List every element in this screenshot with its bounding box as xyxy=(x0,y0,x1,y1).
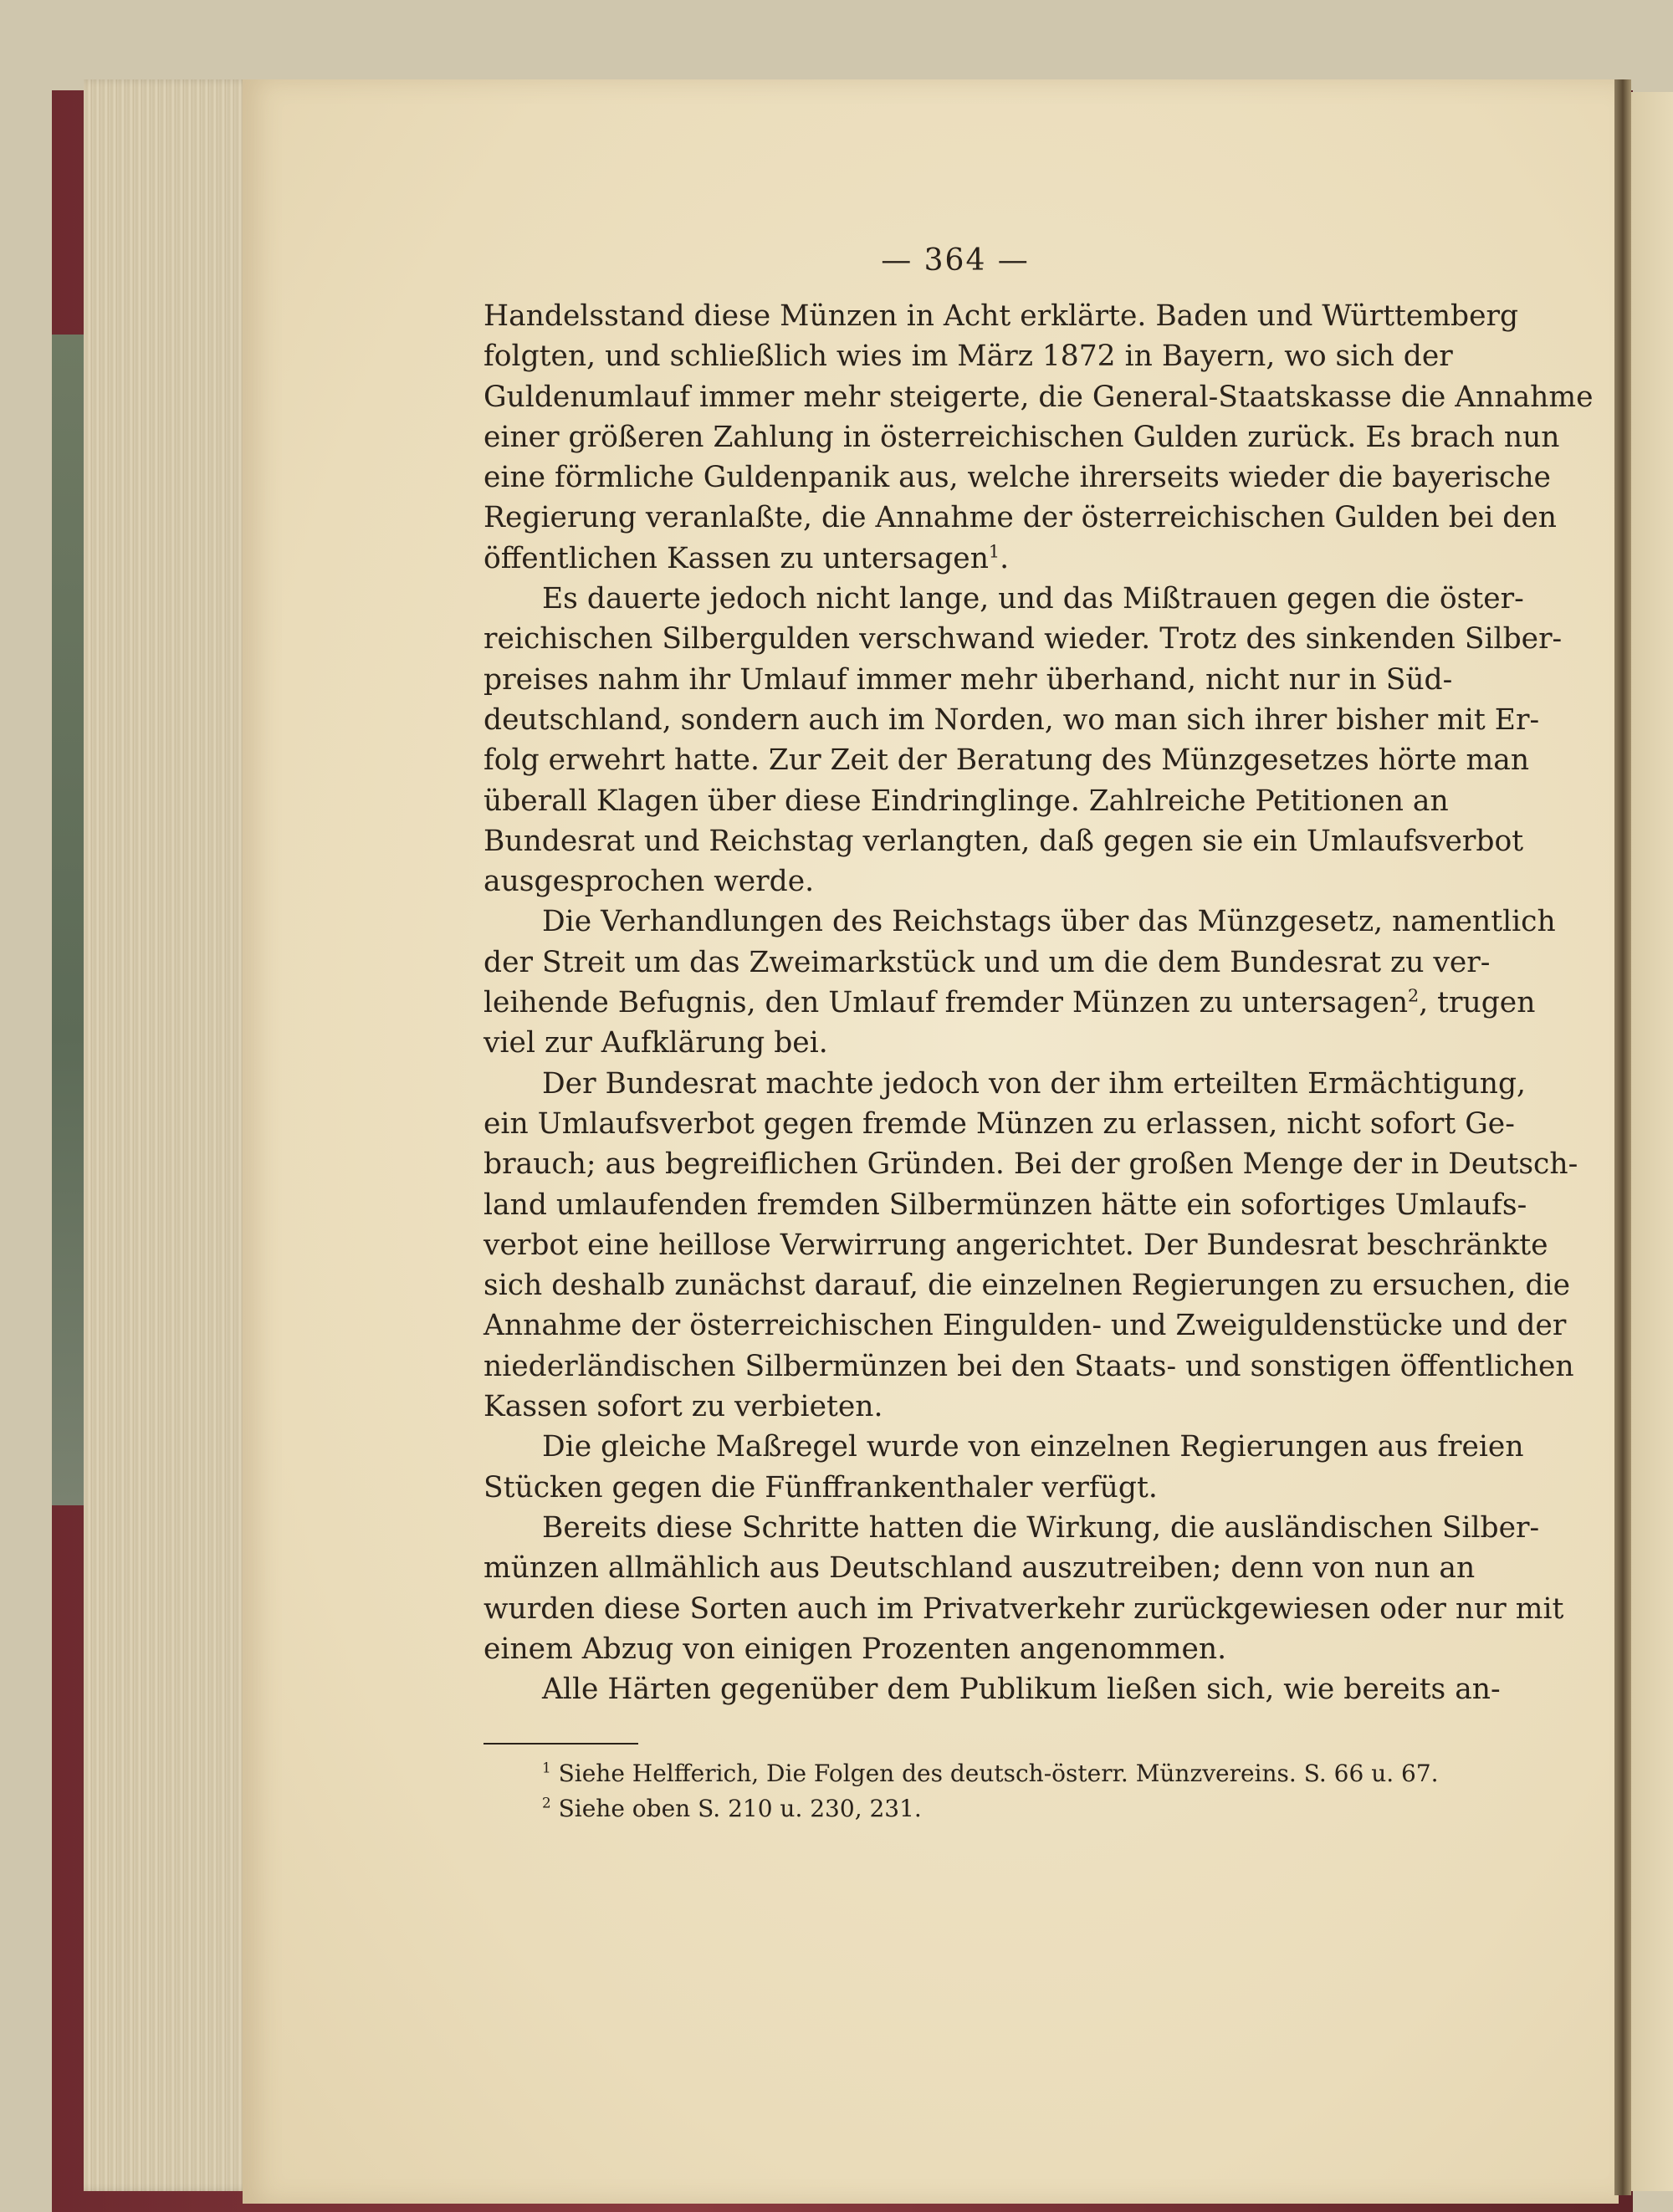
line-tail: . xyxy=(1000,541,1010,575)
footnote-1 xyxy=(483,1756,1439,1791)
line-text: einem Abzug von einigen Prozenten angenommen. xyxy=(483,1632,1227,1666)
text-line xyxy=(483,1468,1427,1508)
text-line xyxy=(483,498,1558,538)
text-line xyxy=(483,1508,1540,1548)
line-text: sich deshalb zunächst darauf, die einzelnen Regierungen zu ersuchen, die xyxy=(483,1269,1571,1303)
text-line xyxy=(483,1023,1427,1063)
page-text-block xyxy=(483,243,1594,1826)
text-line xyxy=(483,417,1560,457)
line-text: Bundesrat und Reichstag verlangten, daß gegen sie ein Umlaufsverbot xyxy=(483,824,1524,858)
line-text: verbot eine heillose Verwirrung angerichtet. Der Bundesrat beschränkte xyxy=(483,1228,1548,1262)
line-text: Guldenumlauf immer mehr steigerte, die General-Staatskasse die Annahme xyxy=(483,380,1594,414)
text-line xyxy=(483,539,1427,579)
text-line xyxy=(483,1589,1564,1629)
line-text: der Streit um das Zweimarkstück und um die dem Bundesrat zu ver- xyxy=(483,945,1491,979)
text-line xyxy=(483,296,1519,336)
text-line xyxy=(483,377,1594,417)
text-line xyxy=(483,457,1551,498)
text-line xyxy=(483,781,1449,821)
line-text: Der Bundesrat machte jedoch von der ihm erteilten Ermächtigung, xyxy=(542,1066,1527,1101)
line-text: leihende Befugnis, den Umlauf fremder Münzen zu untersagen xyxy=(483,986,1409,1020)
line-text: Handelsstand diese Münzen in Acht erklärte. Baden und Württemberg xyxy=(483,299,1519,333)
text-line xyxy=(483,1144,1578,1184)
line-text: deutschland, sondern auch im Norden, wo man sich ihrer bisher mit Er- xyxy=(483,702,1540,737)
line-text: reichischen Silbergulden verschwand wieder. Trotz des sinkenden Silber- xyxy=(483,622,1563,656)
text-line xyxy=(483,1629,1427,1669)
line-text: wurden diese Sorten auch im Privatverkehr zurückgewiesen oder nur mit xyxy=(483,1591,1564,1626)
line-text: Regierung veranlaßte, die Annahme der österreichischen Gulden bei den xyxy=(483,501,1558,535)
line-text: Die Verhandlungen des Reichstags über das Münzgesetz, namentlich xyxy=(542,905,1556,939)
text-line xyxy=(483,1265,1571,1305)
text-line xyxy=(483,1064,1527,1104)
line-text: einer größeren Zahlung in österreichischen Gulden zurück. Es brach nun xyxy=(483,420,1560,454)
footnote-text: Siehe oben S. 210 u. 230, 231. xyxy=(550,1795,922,1823)
book-gutter xyxy=(1614,79,1631,2195)
line-text: land umlaufenden fremden Silbermünzen hätte ein sofortiges Umlaufs- xyxy=(483,1188,1527,1222)
text-line xyxy=(483,740,1530,780)
line-text: eine förmliche Guldenpanik aus, welche ihrerseits wieder die bayerische xyxy=(483,461,1551,495)
page-stack-edges xyxy=(84,79,268,2191)
line-text: öffentlichen Kassen zu untersagen xyxy=(483,541,989,575)
line-text: Stücken gegen die Fünffrankenthaler verfügt. xyxy=(483,1470,1158,1504)
text-line xyxy=(483,1185,1527,1225)
text-line xyxy=(483,579,1524,619)
line-text: münzen allmählich aus Deutschland auszutreiben; denn von nun an xyxy=(483,1551,1476,1586)
footnote-mark: 2 xyxy=(1408,985,1420,1006)
line-text: brauch; aus begreiflichen Gründen. Bei der großen Menge der in Deutsch- xyxy=(483,1147,1578,1182)
line-tail: , trugen xyxy=(1419,986,1536,1020)
footnote-2 xyxy=(483,1791,1427,1826)
footnotes xyxy=(483,1756,1439,1826)
line-text: Bereits diese Schritte hatten die Wirkung, die ausländischen Silber- xyxy=(542,1510,1540,1545)
text-line xyxy=(483,1387,1427,1427)
line-text: überall Klagen über diese Eindringlinge. Zahlreiche Petitionen an xyxy=(483,784,1449,818)
text-line xyxy=(483,1104,1515,1144)
line-text: folg erwehrt hatte. Zur Zeit der Beratung des Münzgesetzes hörte man xyxy=(483,743,1530,778)
text-line xyxy=(483,660,1453,700)
line-text: Alle Härten gegenüber dem Publikum ließen sich, wie bereits an- xyxy=(542,1673,1501,1707)
text-line xyxy=(483,336,1453,376)
footnote-mark: 1 xyxy=(988,541,1000,562)
line-text: ein Umlaufsverbot gegen fremde Münzen zu erlassen, nicht sofort Ge- xyxy=(483,1106,1515,1141)
line-text: ausgesprochen werde. xyxy=(483,865,815,899)
line-text: Die gleiche Maßregel wurde von einzelnen Regierungen aus freien xyxy=(542,1430,1524,1464)
text-line xyxy=(483,943,1491,983)
line-text: Es dauerte jedoch nicht lange, und das Mißtrauen gegen die öster- xyxy=(542,582,1524,616)
line-text: niederländischen Silbermünzen bei den Staats- und sonstigen öffentlichen xyxy=(483,1349,1574,1383)
text-line xyxy=(483,1427,1524,1467)
text-line xyxy=(483,619,1563,659)
body-text xyxy=(483,296,1594,1709)
footnote-number: 2 xyxy=(542,1795,551,1812)
footnote-number: 1 xyxy=(542,1760,551,1777)
text-line xyxy=(483,983,1536,1023)
line-text: Kassen sofort zu verbieten. xyxy=(483,1390,883,1424)
page-number: — 364 — xyxy=(881,243,1030,278)
text-line xyxy=(483,861,1427,902)
footnote-text: Siehe Helfferich, Die Folgen des deutsch-österr. Münzvereins. S. 66 u. 67. xyxy=(550,1760,1439,1788)
cover-spine-cloth xyxy=(52,335,85,1505)
text-line xyxy=(483,1669,1501,1709)
text-line xyxy=(483,1225,1548,1265)
line-text: folgten, und schließlich wies im März 1872 in Bayern, wo sich der xyxy=(483,340,1453,374)
text-line xyxy=(483,821,1524,861)
text-line xyxy=(483,1305,1567,1346)
text-line xyxy=(483,902,1556,942)
text-line xyxy=(483,1346,1574,1387)
line-text: Annahme der österreichischen Eingulden- und Zweiguldenstücke und der xyxy=(483,1309,1567,1343)
text-line xyxy=(483,700,1540,740)
line-text: viel zur Aufklärung bei. xyxy=(483,1026,828,1060)
text-line xyxy=(483,1548,1476,1588)
facing-page-edge xyxy=(1631,92,1673,2191)
footnote-divider xyxy=(483,1743,638,1745)
line-text: preises nahm ihr Umlauf immer mehr überhand, nicht nur in Süd- xyxy=(483,662,1453,697)
